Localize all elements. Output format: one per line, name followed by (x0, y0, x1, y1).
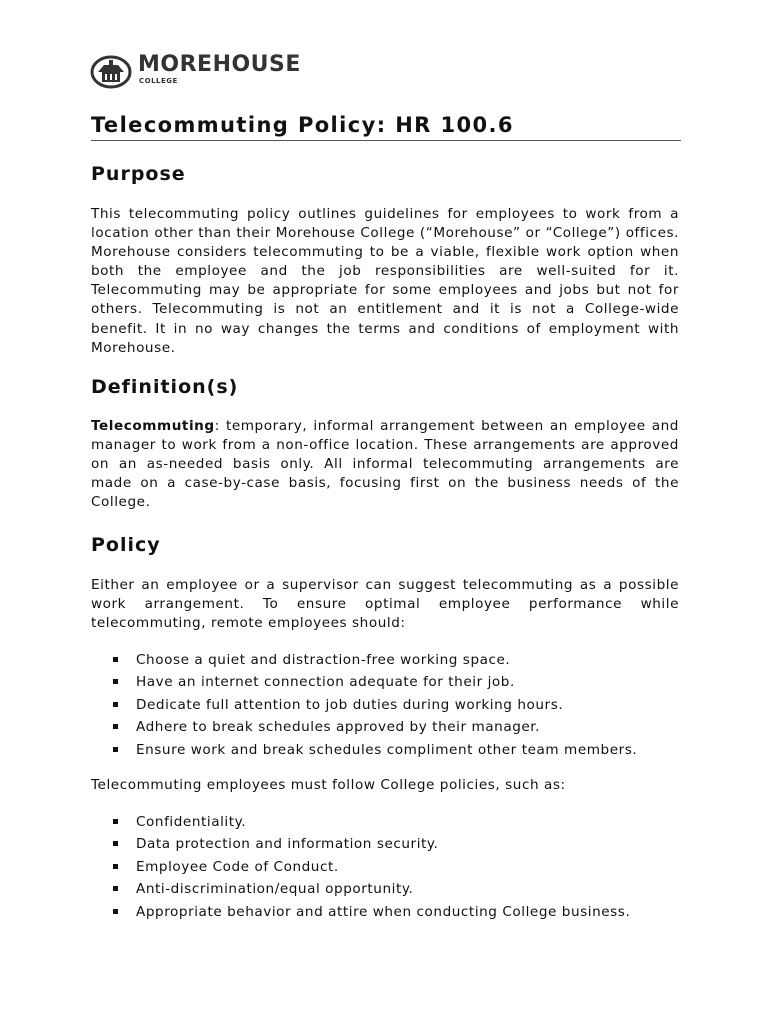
list-item: Anti-discrimination/equal opportunity. (111, 878, 671, 900)
bullet-square-icon (113, 747, 118, 752)
list-item: Ensure work and break schedules compliment other team members. (111, 739, 671, 761)
list-item: Adhere to break schedules approved by their manager. (111, 716, 671, 738)
purpose-heading: Purpose (91, 163, 186, 185)
bullet-square-icon (113, 679, 118, 684)
logo-wordmark: MOREHOUSE (138, 52, 301, 77)
bullet-square-icon (113, 657, 118, 662)
list-item: Employee Code of Conduct. (111, 856, 671, 878)
bullet-square-icon (113, 886, 118, 891)
logo-subtitle: COLLEGE (139, 77, 178, 85)
bullet-square-icon (113, 864, 118, 869)
document-title: Telecommuting Policy: HR 100.6 (91, 113, 514, 137)
definition-paragraph (91, 417, 679, 512)
policy-heading: Policy (91, 534, 161, 556)
title-divider (91, 140, 681, 141)
definitions-heading: Definition(s) (91, 376, 239, 398)
definition-text: : temporary, informal arrangement between an employee and manager to work from a non-office location. These arrangements are approved on an as-needed basis only. All informal telecommuting arrangements are made on a case-by-case basis, focusing first on the business needs of the College. (91, 418, 679, 511)
college-policies-list (111, 811, 671, 923)
bullet-square-icon (113, 841, 118, 846)
bullet-square-icon (113, 819, 118, 824)
list-item: Appropriate behavior and attire when conducting College business. (111, 901, 671, 923)
list-item: Confidentiality. (111, 811, 671, 833)
purpose-paragraph: This telecommuting policy outlines guidelines for employees to work from a location other than their Morehouse College (“Morehouse” or “College”) offices. Morehouse considers telecommuting to be a viable, flexible work option when both the employee and the job responsibilities are well-suited for it. Telecommuting may be appropriate for some employees and jobs but not for others. Telecommuting is not an entitlement and it is not a College-wide benefit. It in no way changes the terms and conditions of employment with Morehouse. (91, 206, 679, 356)
college-logo (90, 52, 301, 90)
bullet-square-icon (113, 702, 118, 707)
employee-requirements-list (111, 649, 671, 761)
definition-term: Telecommuting (91, 418, 215, 434)
list-item: Data protection and information security. (111, 833, 671, 855)
bullet-square-icon (113, 909, 118, 914)
list-item: Dedicate full attention to job duties during working hours. (111, 694, 671, 716)
follow-policies-intro: Telecommuting employees must follow College policies, such as: (91, 777, 566, 793)
list-item: Choose a quiet and distraction-free working space. (111, 649, 671, 671)
list-item: Have an internet connection adequate for their job. (111, 671, 671, 693)
college-seal-icon (90, 52, 134, 90)
policy-intro-paragraph: Either an employee or a supervisor can suggest telecommuting as a possible work arrangement. To ensure optimal employee performance while telecommuting, remote employees should: (91, 577, 679, 632)
bullet-square-icon (113, 724, 118, 729)
